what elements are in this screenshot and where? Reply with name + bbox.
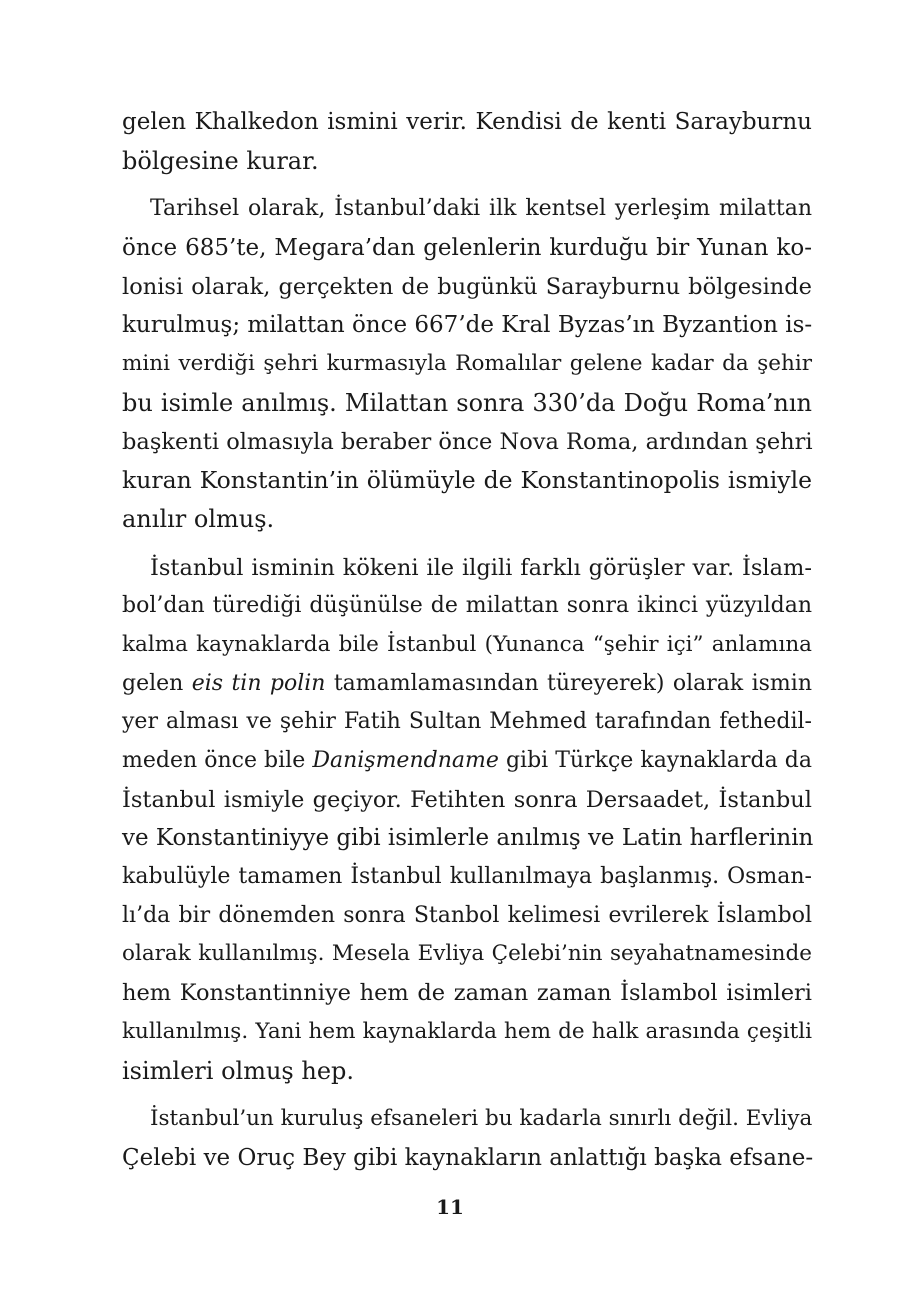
text-line: başkenti olmasıyla beraber önce Nova Roma, ardından şehri — [122, 428, 813, 455]
text-line: bol’dan türediği düşünülse de milattan sonra ikinci yüzyıldan — [122, 593, 812, 619]
text-line: Çelebi ve Oruç Bey gibi kaynakların anlattığı başka efsane- — [122, 1144, 814, 1171]
text-segment: gibi Türkçe kaynaklarda da — [498, 748, 812, 773]
text-line: olarak kullanılmış. Mesela Evliya Çelebi’nin seyahatnamesinde — [122, 941, 812, 967]
text-line: İstanbul ismiyle geçiyor. Fetihten sonra Dersaadet, İstanbul — [122, 786, 812, 813]
text-line: bölgesine kurar. — [122, 146, 319, 175]
text-line: Tarihsel olarak, İstanbul’daki ilk kentsel yerleşim milattan — [150, 196, 812, 222]
text-line: kurulmuş; milattan önce 667’de Kral Byzas’ın Byzantion is- — [122, 312, 813, 339]
text-line: hem Konstantinniye hem de zaman zaman İslambol isimleri — [122, 980, 812, 1007]
text-line — [122, 742, 812, 781]
text-line: kalma kaynaklarda bile İstanbul (Yunanca “şehir içi” anlamına — [122, 631, 812, 657]
text-line: kullanılmış. Yani hem kaynaklarda hem de halk arasında çeşitli — [122, 1018, 812, 1044]
text-segment: meden önce bile — [122, 748, 313, 773]
text-segment: tamamlamasından türeyerek) olarak ismin — [325, 670, 812, 696]
text-line: önce 685’te, Megara’dan gelenlerin kurduğu bir Yunan ko- — [122, 235, 812, 262]
text-line: İstanbul’un kuruluş efsaneleri bu kadarla sınırlı değil. Evliya — [150, 1106, 813, 1132]
text-line — [122, 665, 812, 704]
text-line: gelen Khalkedon ismini verir. Kendisi de kenti Sarayburnu — [122, 109, 812, 135]
text-line: lonisi olarak, gerçekten de bugünkü Sarayburnu bölgesinde — [122, 273, 812, 300]
text-line: anılır olmuş. — [122, 504, 275, 533]
body-text — [122, 103, 812, 1178]
text-line: İstanbul isminin kökeni ile ilgili farklı görüşler var. İslam- — [150, 554, 812, 581]
text-line: kuran Konstantin’in ölümüyle de Konstantinopolis ismiyle — [122, 466, 812, 495]
text-line: mini verdiği şehri kurmasıyla Romalılar gelene kadar da şehir — [122, 351, 812, 377]
italic-term: Danişmendname — [312, 748, 499, 773]
text-line: lı’da bir dönemden sonra Stanbol kelimesi evrilerek İslambol — [122, 902, 812, 928]
text-line: kabulüyle tamamen İstanbul kullanılmaya başlanmış. Osman- — [122, 864, 812, 890]
text-segment: gelen — [122, 670, 192, 696]
page-number: 11 — [436, 1195, 464, 1219]
text-line: yer alması ve şehir Fatih Sultan Mehmed tarafından fethedil- — [122, 709, 812, 735]
text-line: isimleri olmuş hep. — [122, 1056, 355, 1085]
text-line: ve Konstantiniyye gibi isimlerle anılmış ve Latin harflerinin — [122, 825, 814, 852]
italic-term: eis tin polin — [191, 670, 326, 696]
text-line: bu isimle anılmış. Milattan sonra 330’da Doğu Roma’nın — [122, 388, 812, 417]
